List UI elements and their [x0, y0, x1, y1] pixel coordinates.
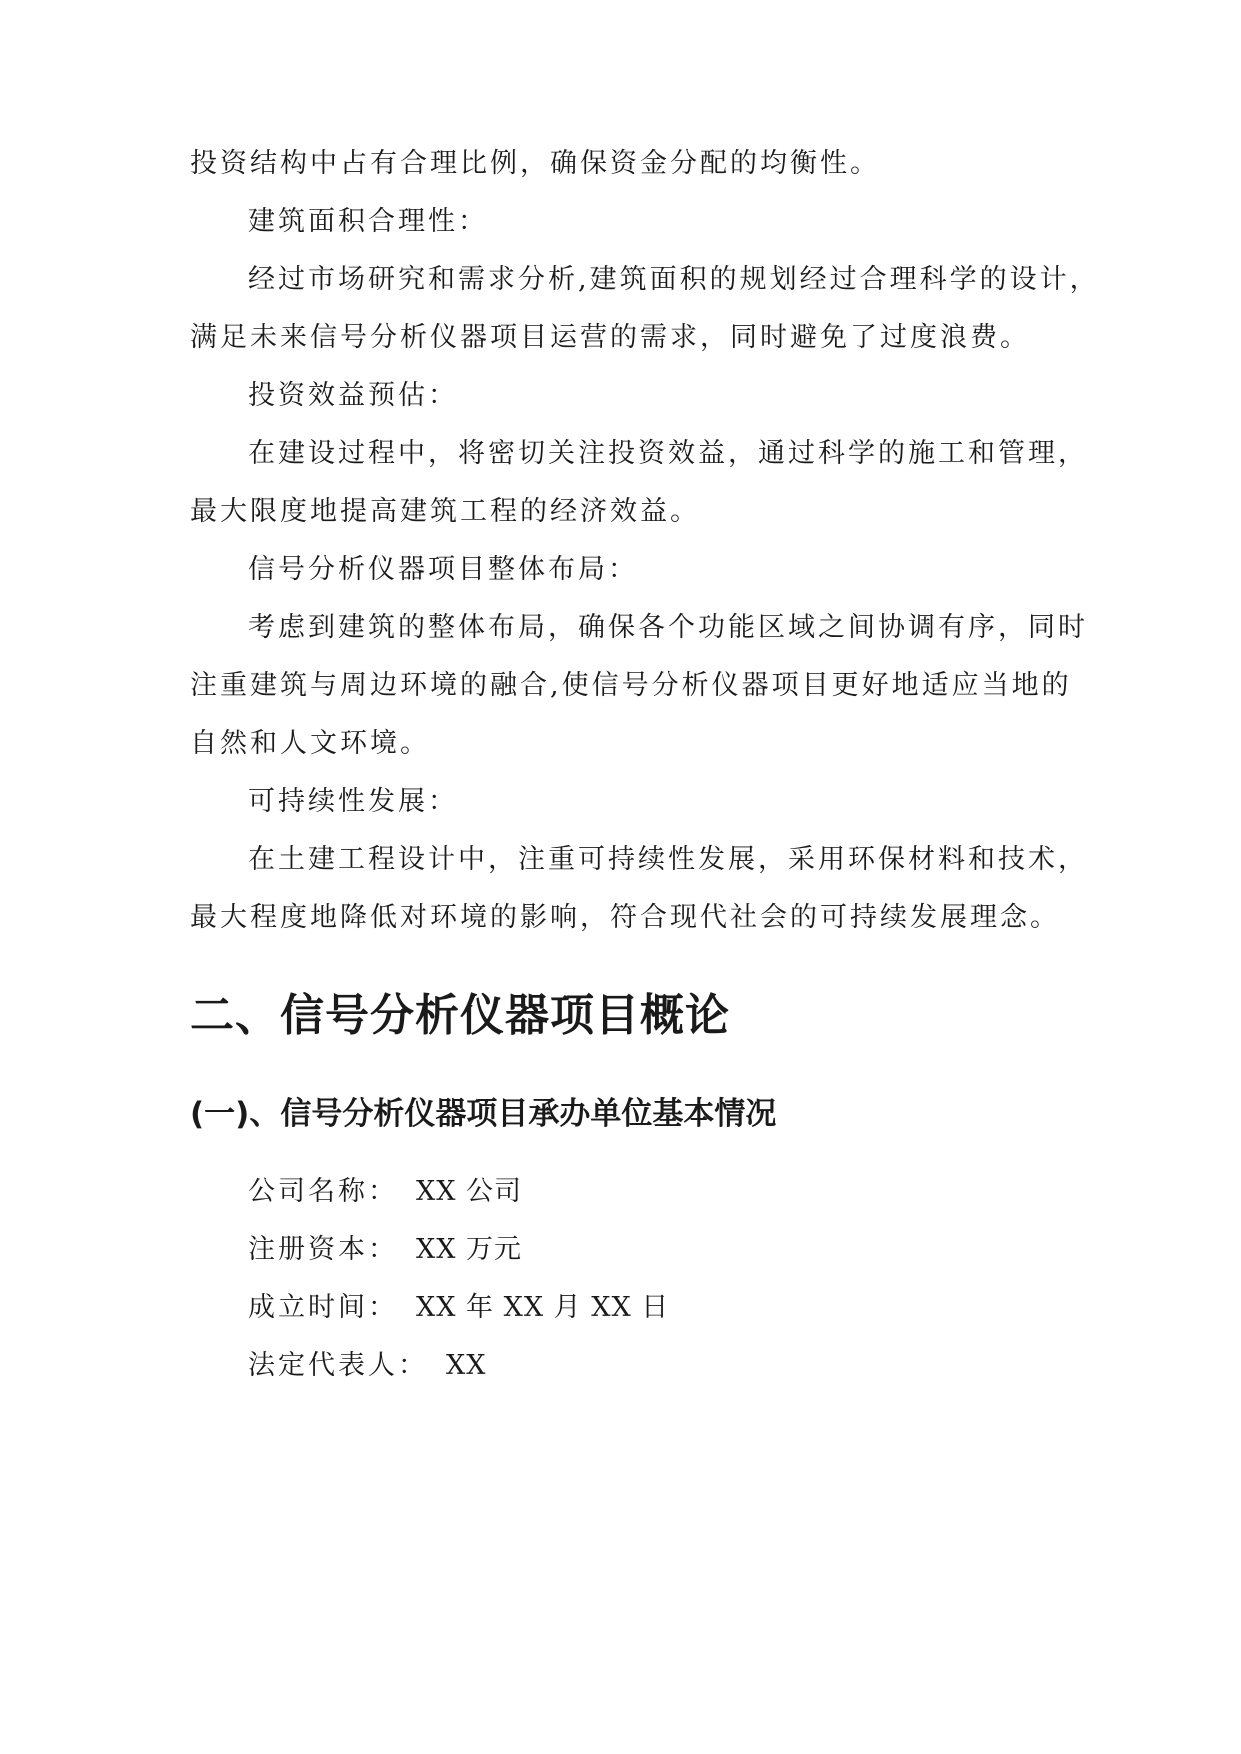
paragraph-line: 经过市场研究和需求分析,建筑面积的规划经过合理科学的设计， [248, 264, 1100, 295]
subsection-title: (一)、信号分析仪器项目承办单位基本情况 [190, 1096, 777, 1132]
paragraph-line: 投资结构中占有合理比例，确保资金分配的均衡性。 [190, 148, 880, 179]
paragraph-line: 自然和人文环境。 [190, 728, 430, 759]
paragraph-line: 最大限度地提高建筑工程的经济效益。 [190, 496, 700, 527]
company-name-label: 公司名称： [248, 1176, 398, 1207]
paragraph-line: 在建设过程中，将密切关注投资效益，通过科学的施工和管理， [248, 438, 1088, 469]
paragraph-line: 注重建筑与周边环境的融合,使信号分析仪器项目更好地适应当地的 [190, 670, 1072, 701]
paragraph-heading-area: 建筑面积合理性： [248, 206, 488, 237]
company-name-value: XX 公司 [416, 1176, 523, 1207]
section-title: 二、信号分析仪器项目概论 [190, 990, 730, 1041]
paragraph-line: 满足未来信号分析仪器项目运营的需求，同时避免了过度浪费。 [190, 322, 1030, 353]
company-name-field [248, 1174, 1128, 1210]
paragraph-line: 在土建工程设计中，注重可持续性发展，采用环保材料和技术， [248, 844, 1088, 875]
paragraph-line: 考虑到建筑的整体布局，确保各个功能区域之间协调有序，同时 [248, 612, 1088, 643]
founded-date-label: 成立时间： [248, 1292, 398, 1323]
registered-capital-value: XX 万元 [416, 1234, 523, 1265]
legal-representative-label: 法定代表人： [248, 1350, 428, 1381]
registered-capital-label: 注册资本： [248, 1234, 398, 1265]
paragraph-heading-sustainability: 可持续性发展： [248, 786, 458, 817]
founded-date-value: XX 年 XX 月 XX 日 [416, 1292, 670, 1323]
paragraph-heading-layout: 信号分析仪器项目整体布局： [248, 554, 638, 585]
legal-representative-value: XX [446, 1350, 487, 1381]
registered-capital-field [248, 1232, 1128, 1268]
legal-representative-field [248, 1348, 1128, 1384]
founded-date-field [248, 1290, 1128, 1326]
paragraph-heading-benefit: 投资效益预估： [248, 380, 458, 411]
paragraph-line: 最大程度地降低对环境的影响，符合现代社会的可持续发展理念。 [190, 902, 1060, 933]
